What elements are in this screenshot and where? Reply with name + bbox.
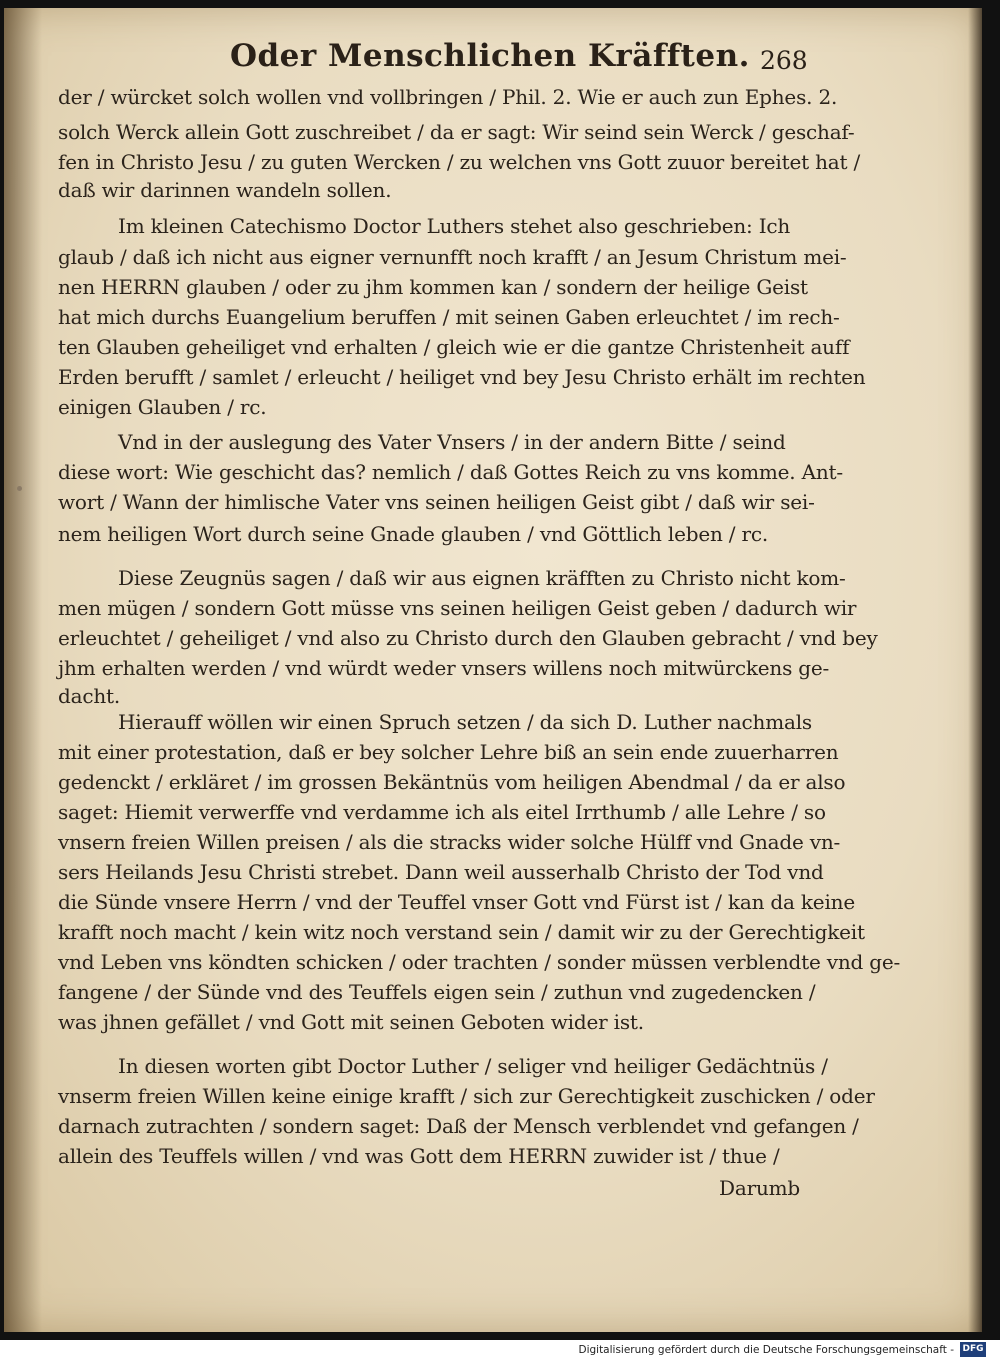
text-line: vnserm freien Willen keine einige krafft / sich zur Gerechtigkeit zuschicken / oder — [58, 1084, 875, 1108]
text-line: Hierauff wöllen wir einen Spruch setzen / da sich D. Luther nachmals — [118, 710, 812, 734]
text-line: solch Werck allein Gott zuschreibet / da er sagt: Wir seind sein Werck / geschaf- — [58, 120, 855, 144]
dfg-logo: DFG — [960, 1342, 986, 1357]
text-line: Vnd in der auslegung des Vater Vnsers / in der andern Bitte / seind — [118, 430, 786, 454]
text-line: diese wort: Wie geschicht das? nemlich / daß Gottes Reich zu vns komme. Ant- — [58, 460, 843, 484]
funding-credit: Digitalisierung gefördert durch die Deutsche Forschungsgemeinschaft - — [578, 1344, 954, 1356]
page-edge-shadow — [968, 8, 982, 1332]
text-line: dacht. — [58, 684, 121, 708]
text-line: men mügen / sondern Gott müsse vns seinen heiligen Geist geben / dadurch wir — [58, 596, 857, 620]
page-number: 268 — [760, 46, 808, 75]
text-line: daß wir darinnen wandeln sollen. — [58, 178, 392, 202]
text-line: einigen Glauben / rc. — [58, 395, 267, 419]
text-line: fen in Christo Jesu / zu guten Wercken / zu welchen vns Gott zuuor bereitet hat / — [58, 150, 861, 174]
text-line: die Sünde vnsere Herrn / vnd der Teuffel vnser Gott vnd Fürst ist / kan da keine — [58, 890, 855, 914]
margin-mark — [17, 486, 22, 491]
text-line: In diesen worten gibt Doctor Luther / seliger vnd heiliger Gedächtnüs / — [118, 1054, 828, 1078]
binding-gutter — [4, 8, 42, 1332]
text-line: fangene / der Sünde vnd des Teuffels eigen sein / zuthun vnd zugedencken / — [58, 980, 816, 1004]
text-line: was jhnen gefället / vnd Gott mit seinen Geboten wider ist. — [58, 1010, 644, 1034]
text-line: erleuchtet / geheiliget / vnd also zu Christo durch den Glauben gebracht / vnd bey — [58, 626, 878, 650]
text-line: der / würcket solch wollen vnd vollbringen / Phil. 2. Wie er auch zun Ephes. 2. — [58, 85, 838, 109]
text-line: gedenckt / erkläret / im grossen Bekäntnüs vom heiligen Abendmal / da er also — [58, 770, 846, 794]
text-line: allein des Teuffels willen / vnd was Gott dem HERRN zuwider ist / thue / — [58, 1144, 780, 1168]
text-line: vnd Leben vns köndten schicken / oder trachten / sonder müssen verblendte vnd ge- — [58, 950, 901, 974]
text-line: Im kleinen Catechismo Doctor Luthers stehet also geschrieben: Ich — [118, 214, 791, 238]
text-line: sers Heilands Jesu Christi strebet. Dann weil ausserhalb Christo der Tod vnd — [58, 860, 824, 884]
running-head: Oder Menschlichen Kräfften. — [230, 38, 750, 74]
text-line: wort / Wann der himlische Vater vns seinen heiligen Geist gibt / daß wir sei- — [58, 490, 815, 514]
text-line: vnsern freien Willen preisen / als die stracks wider solche Hülff vnd Gnade vn- — [58, 830, 841, 854]
text-line: hat mich durchs Euangelium beruffen / mit seinen Gaben erleuchtet / im rech- — [58, 305, 840, 329]
text-line: nen HERRN glauben / oder zu jhm kommen kan / sondern der heilige Geist — [58, 275, 808, 299]
text-line: jhm erhalten werden / vnd würdt weder vnsers willens noch mitwürckens ge- — [58, 656, 830, 680]
text-line: darnach zutrachten / sondern saget: Daß der Mensch verblendet vnd gefangen / — [58, 1114, 859, 1138]
catchword: Darumb — [719, 1176, 800, 1200]
text-line: saget: Hiemit verwerffe vnd verdamme ich als eitel Irrthumb / alle Lehre / so — [58, 800, 826, 824]
text-line: krafft noch macht / kein witz noch verstand sein / damit wir zu der Gerechtigkeit — [58, 920, 865, 944]
text-line: nem heiligen Wort durch seine Gnade glauben / vnd Göttlich leben / rc. — [58, 522, 769, 546]
text-line: Erden berufft / samlet / erleucht / heiliget vnd bey Jesu Christo erhält im rechten — [58, 365, 866, 389]
text-line: ten Glauben geheiliget vnd erhalten / gleich wie er die gantze Christenheit auff — [58, 335, 850, 359]
text-line: glaub / daß ich nicht aus eigner vernunfft noch krafft / an Jesum Christum mei- — [58, 245, 847, 269]
text-line: mit einer protestation, daß er bey solcher Lehre biß an sein ende zuuerharren — [58, 740, 839, 764]
text-line: Diese Zeugnüs sagen / daß wir aus eignen kräfften zu Christo nicht kom- — [118, 566, 846, 590]
